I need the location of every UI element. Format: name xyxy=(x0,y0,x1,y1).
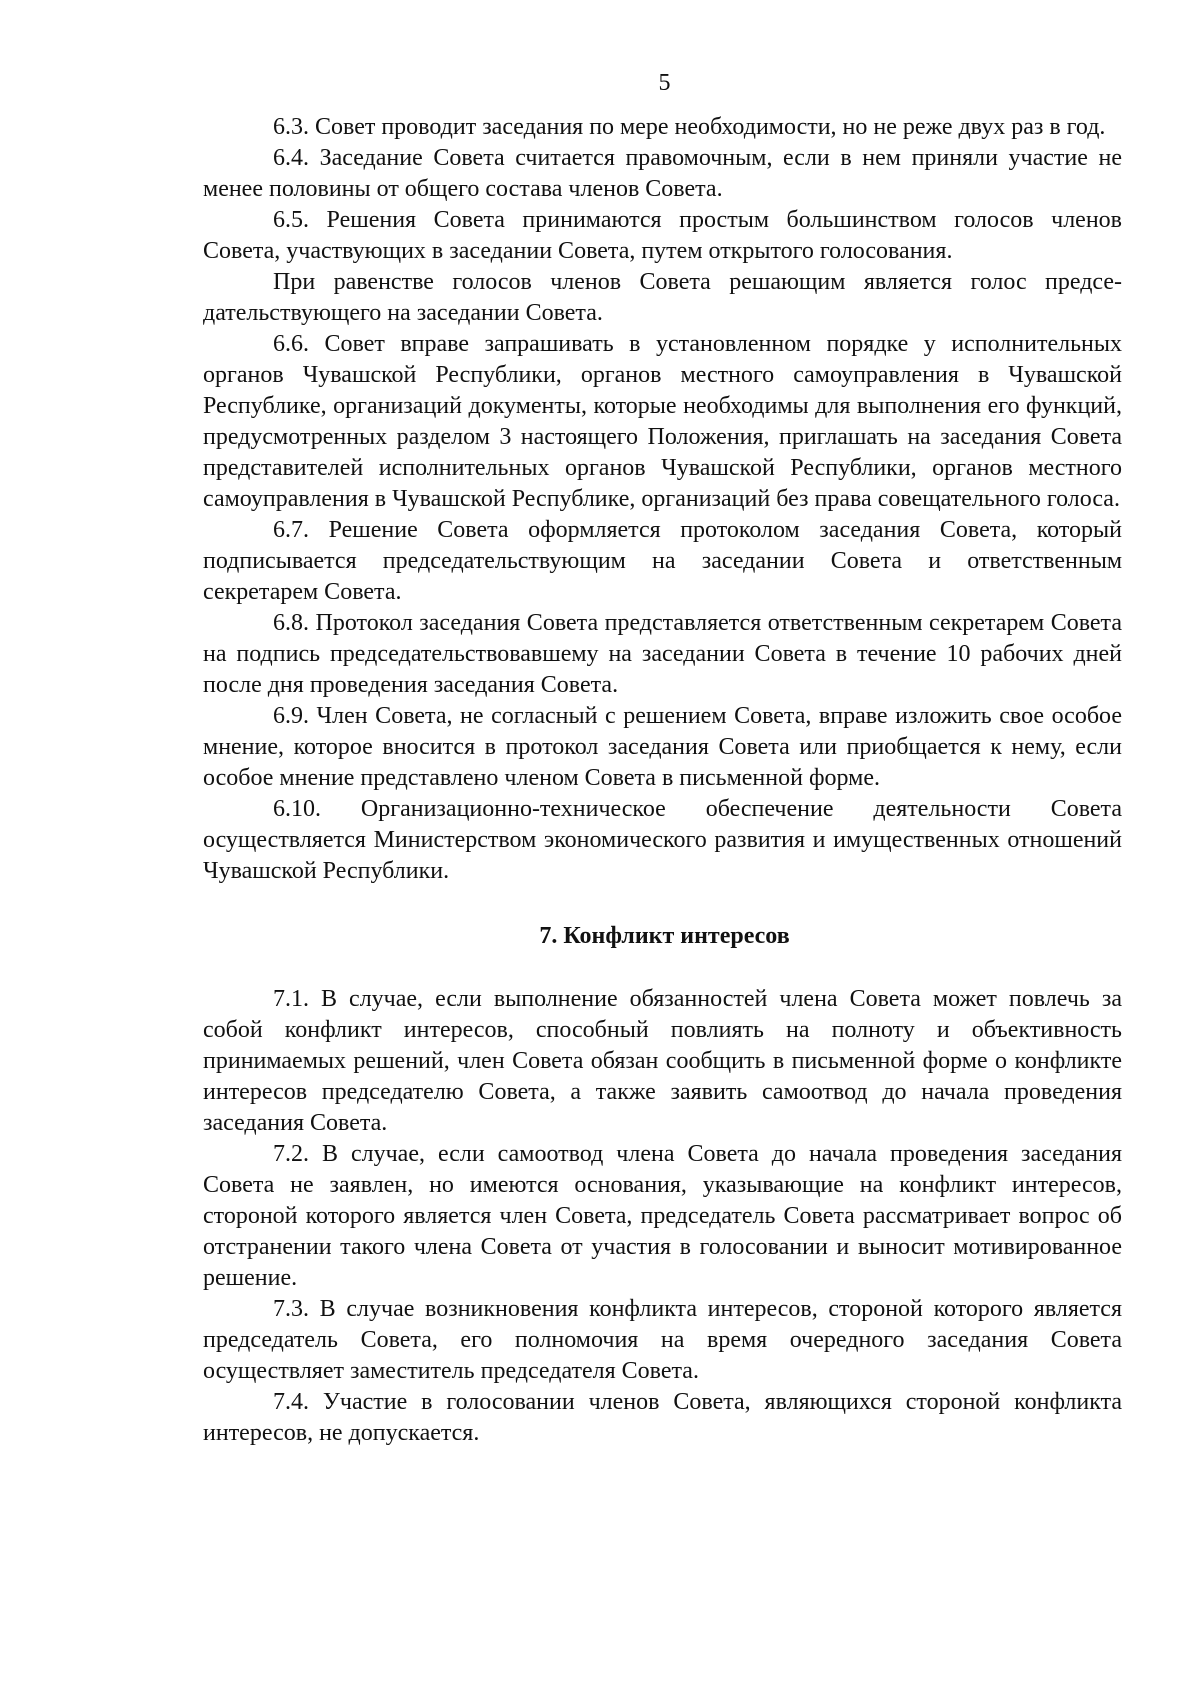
paragraph-6-5: 6.5. Решения Совета принимаются простым большинством голосов членов Совета, участвующих в заседании Совета, путем открытого голосования. xyxy=(203,207,1122,264)
paragraph-7-1: 7.1. В случае, если выполнение обязанностей члена Совета может повлечь за собой конфликт интересов, способный повлиять на полноту и объективность принимаемых решений, член Совета обязан сообщить в письменной форме о конфликте интересов председателю Совета, а также заявить самоотвод до начала проведения заседания Совета. xyxy=(203,986,1122,1136)
page-number: 5 xyxy=(658,70,671,96)
paragraph-6-3: 6.3. Совет проводит заседания по мере необходимости, но не реже двух раз в год. xyxy=(273,114,1106,140)
section-7-body xyxy=(203,984,1122,1449)
paragraph-7-4: 7.4. Участие в голосовании членов Совета, являющихся стороной конфликта интересов, не допускается. xyxy=(203,1389,1122,1446)
paragraph-6-5-tie-vote: При равенстве голосов членов Совета решающим является голос председательствующего на заседании Совета. xyxy=(203,269,1122,326)
paragraph-6-4: 6.4. Заседание Совета считается правомочным, если в нем приняли участие не менее половины от общего состава членов Совета. xyxy=(203,145,1122,202)
section-7-heading: 7. Конфликт интересов xyxy=(539,923,790,949)
paragraph-6-9: 6.9. Член Совета, не согласный с решением Совета, вправе изложить свое особое мнение, которое вносится в протокол заседания Совета или приобщается к нему, если особое мнение представлено членом Совета в письменной форме. xyxy=(203,703,1122,791)
section-6-body xyxy=(203,112,1122,887)
paragraph-6-7: 6.7. Решение Совета оформляется протоколом заседания Совета, который подписывается председательствующим на заседании Совета и ответственным секретарем Совета. xyxy=(203,517,1122,605)
paragraph-6-8: 6.8. Протокол заседания Совета представляется ответственным секретарем Совета на подпись председательствовавшему на заседании Совета в течение 10 рабочих дней после дня проведения заседания Совета. xyxy=(203,610,1122,698)
paragraph-6-6: 6.6. Совет вправе запрашивать в установленном порядке у исполнительных органов Чувашской Республики, органов местного самоуправления в Чувашской Республике, организаций документы, которые необходимы для выполнения его функций, предусмотренных разделом 3 настоящего Положения, приглашать на заседания Совета представителей исполнительных органов Чувашской Республики, органов местного самоуправления в Чувашской Республике, организаций без права совещательного голоса. xyxy=(203,331,1122,512)
paragraph-7-2: 7.2. В случае, если самоотвод члена Совета до начала проведения заседания Совета не заявлен, но имеются основания, указывающие на конфликт интересов, стороной которого является член Совета, председатель Совета рассматривает вопрос об отстранении такого члена Совета от участия в голосовании и выносит мотивированное решение. xyxy=(203,1141,1122,1291)
paragraph-6-10: 6.10. Организационно-техническое обеспечение деятельности Совета осуществляется Министерством экономического развития и имущественных отношений Чувашской Республики. xyxy=(203,796,1122,884)
paragraph-7-3: 7.3. В случае возникновения конфликта интересов, стороной которого является председатель Совета, его полномочия на время очередного заседания Совета осуществляет заместитель председателя Совета. xyxy=(203,1296,1122,1384)
